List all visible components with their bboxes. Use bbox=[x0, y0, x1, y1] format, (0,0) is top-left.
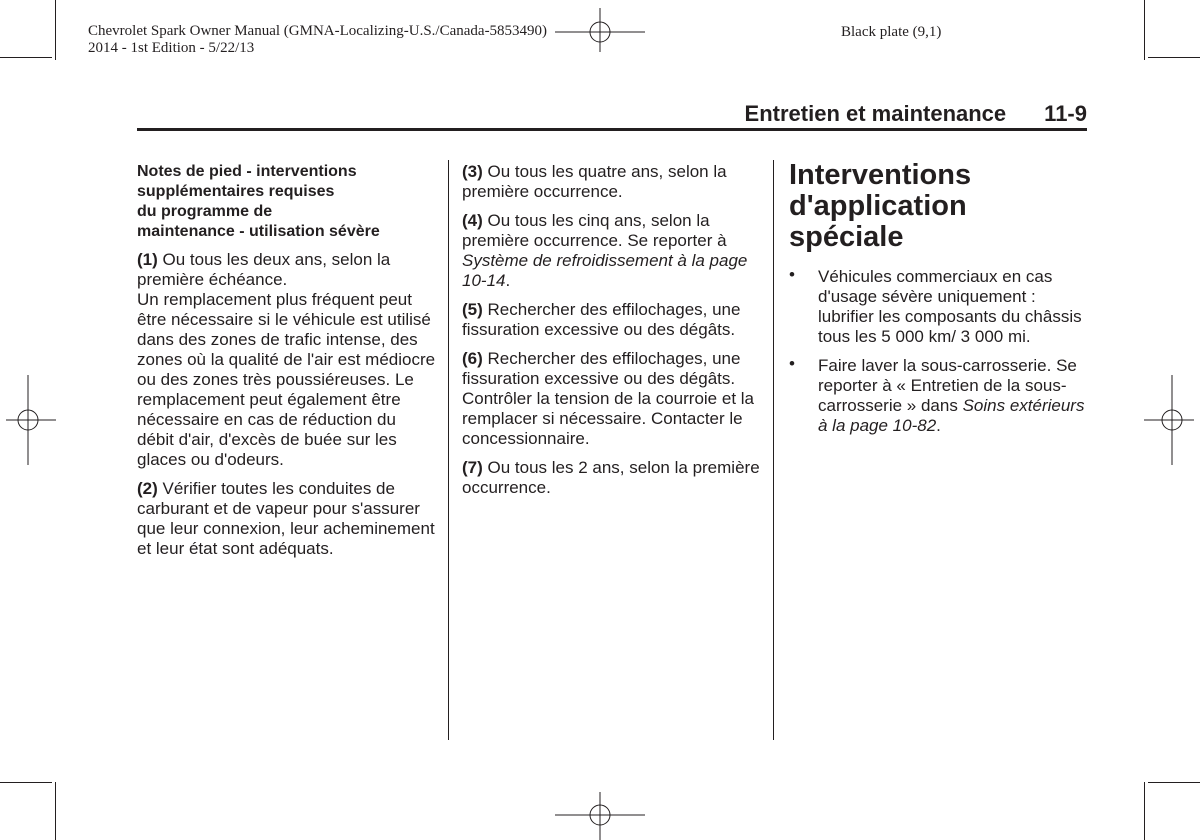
footnotes-title-line: supplémentaires requises bbox=[137, 183, 335, 200]
footnote-number: (4) bbox=[462, 211, 483, 230]
footnote-text: Rechercher des effilochages, une fissuration excessive ou des dégâts. Contrôler la tension de la courroie et la remplacer si nécessaire. Contacter le concessionnaire. bbox=[462, 349, 754, 448]
footnote-number: (2) bbox=[137, 479, 158, 498]
section-heading-line: d'application spéciale bbox=[789, 190, 967, 253]
footnote-1-extra: Un remplacement plus fréquent peut être nécessaire si le véhicule est utilisé dans des zones de trafic intense, des zones où la qualité de l'air est médiocre ou des zones très poussiéreuses. Le remplacement peut également être nécessaire en cas de réduction du débit d'air, d'excès de buée sur les glaces ou d'odeurs. bbox=[137, 290, 436, 469]
bullet-item bbox=[789, 356, 1089, 436]
footnote-4 bbox=[462, 211, 762, 291]
footnotes-title bbox=[137, 162, 437, 242]
doc-info bbox=[88, 23, 547, 57]
bullet-text: Véhicules commerciaux en cas d'usage sévère uniquement : lubrifier les composants du châssis tous les 5 000 km/ 3 000 mi. bbox=[818, 267, 1082, 346]
header-rule bbox=[137, 128, 1087, 131]
footnote-number: (3) bbox=[462, 162, 483, 181]
crop-mark-bottom-right-horizontal bbox=[1148, 782, 1200, 783]
column-1 bbox=[137, 162, 437, 568]
footnote-7 bbox=[462, 458, 762, 498]
footnote-number: (5) bbox=[462, 300, 483, 319]
crop-mark-bottom-left-horizontal bbox=[0, 782, 52, 783]
doc-info-line2: 2014 - 1st Edition - 5/22/13 bbox=[88, 40, 255, 56]
footnote-2 bbox=[137, 479, 437, 559]
footnotes-title-line: Notes de pied - interventions bbox=[137, 163, 357, 180]
registration-mark-right-icon bbox=[1144, 375, 1200, 465]
footnote-3 bbox=[462, 162, 762, 202]
footnote-text: Vérifier toutes les conduites de carburant et de vapeur pour s'assurer que leur connexion, leur acheminement et leur état sont adéquats. bbox=[137, 479, 435, 558]
footnote-6 bbox=[462, 349, 762, 449]
bullet-icon: • bbox=[789, 354, 795, 373]
footnote-number: (6) bbox=[462, 349, 483, 368]
registration-mark-left-icon bbox=[0, 375, 56, 465]
registration-mark-bottom-icon bbox=[555, 792, 645, 840]
footnote-text: Rechercher des effilochages, une fissuration excessive ou des dégâts. bbox=[462, 300, 741, 339]
footnote-number: (7) bbox=[462, 458, 483, 477]
registration-mark-top-icon bbox=[555, 8, 645, 52]
column-3 bbox=[789, 160, 1089, 445]
section-header bbox=[700, 101, 1087, 127]
footnote-text: Ou tous les deux ans, selon la première échéance. bbox=[137, 250, 391, 289]
footnotes-title-line: du programme de bbox=[137, 203, 273, 220]
page-number: 11-9 bbox=[1044, 101, 1087, 126]
crop-mark-top-left-vertical bbox=[55, 0, 56, 60]
footnote-tail: . bbox=[505, 271, 511, 290]
bullet-icon: • bbox=[789, 265, 795, 284]
crop-mark-top-right-vertical bbox=[1144, 0, 1145, 60]
crop-mark-top-left-horizontal bbox=[0, 57, 52, 58]
bullet-text: Faire laver la sous-carrosserie. Se reporter à « Entretien de la sous-carrosserie » dans bbox=[818, 356, 1077, 415]
crop-mark-bottom-right-vertical bbox=[1144, 782, 1145, 840]
column-divider-2 bbox=[773, 160, 774, 740]
footnote-text: Ou tous les cinq ans, selon la première occurrence. Se reporter à bbox=[462, 211, 727, 250]
column-divider-1 bbox=[448, 160, 449, 740]
section-title: Entretien et maintenance bbox=[744, 101, 1007, 126]
cross-reference-link[interactable]: Système de refroidissement à la page 10-14 bbox=[462, 251, 748, 290]
doc-info-line1: Chevrolet Spark Owner Manual (GMNA-Localizing-U.S./Canada-5853490) bbox=[88, 23, 548, 39]
bullet-tail: . bbox=[936, 416, 941, 435]
footnotes-title-line: maintenance - utilisation sévère bbox=[137, 223, 380, 240]
crop-mark-top-right-horizontal bbox=[1148, 57, 1200, 58]
section-heading bbox=[789, 160, 1089, 253]
column-2 bbox=[462, 162, 762, 507]
bullet-item bbox=[789, 267, 1089, 347]
plate-label: Black plate (9,1) bbox=[841, 24, 942, 40]
section-heading-line: Interventions bbox=[789, 159, 972, 191]
crop-mark-bottom-left-vertical bbox=[55, 782, 56, 840]
footnote-5 bbox=[462, 300, 762, 340]
footnote-1 bbox=[137, 250, 437, 290]
cross-reference-link[interactable]: Soins extérieurs à la page 10-82 bbox=[818, 396, 1085, 435]
footnote-number: (1) bbox=[137, 250, 158, 269]
footnote-text: Ou tous les 2 ans, selon la première occurrence. bbox=[462, 458, 760, 497]
footnote-text: Ou tous les quatre ans, selon la première occurrence. bbox=[462, 162, 727, 201]
